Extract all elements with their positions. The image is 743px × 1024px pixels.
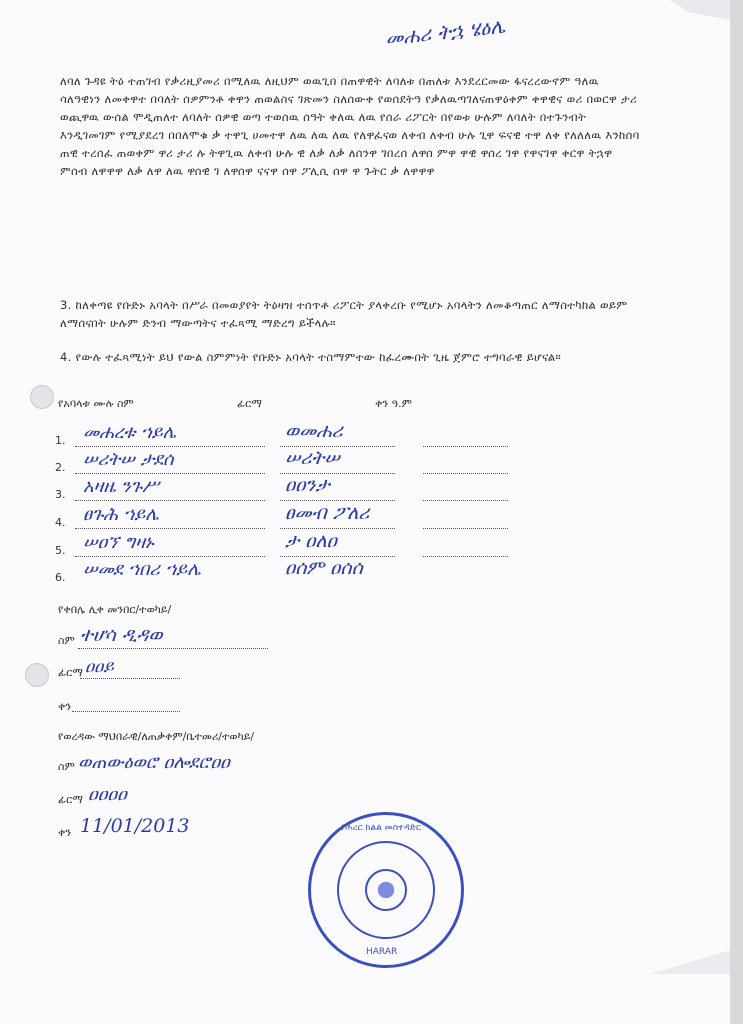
row-number: 1. — [55, 434, 66, 447]
supervisor-name: ተሆሳ ዲዳወ — [80, 624, 163, 646]
date-line — [423, 446, 508, 447]
folded-corner — [650, 950, 730, 974]
header-signature: ፊርማ — [237, 397, 262, 410]
header-date: ቀን ዓ.ም — [375, 397, 412, 410]
row-number: 5. — [55, 544, 66, 557]
member-row — [55, 557, 515, 589]
supervisor-section-title: የቀበሌ ሊቀ መንበር/ተወካይ/ — [58, 603, 172, 616]
member-name: መሐረቱ ኀይሌ — [83, 422, 177, 443]
punch-hole-bottom — [25, 663, 49, 687]
signature-line — [280, 500, 395, 501]
row-number: 4. — [55, 516, 66, 529]
top-handwritten-note: መሐሪ ትኋ ሄዕሌ — [384, 13, 507, 51]
supervisor-sign-line — [80, 678, 180, 679]
supervisor-name-label: ስም — [58, 634, 75, 647]
header-name: የአባላቱ ሙሉ ስም — [58, 397, 134, 410]
signature-line — [280, 528, 395, 529]
officer-sign-label: ፊርማ — [58, 793, 83, 806]
date-line — [423, 528, 508, 529]
supervisor-sign-label: ፊርማ — [58, 666, 83, 679]
officer-signature: ዐዐዐዐ — [88, 784, 127, 805]
date-line — [423, 473, 508, 474]
name-line — [75, 528, 265, 529]
officer-name: ወጠውዕወሮ ዐሎደሮዐዐ — [78, 752, 230, 773]
supervisor-name-line — [78, 648, 268, 649]
name-line — [75, 446, 265, 447]
paragraph-4: 4. የውሉ ተፈጻሚነት ይህ የውል ስምምነት የቡድኑ አባላት ተስማምተው ከፈረሙበት ጊዜ ጀምሮ ተግባራዊ ይሆናል። — [60, 350, 562, 364]
member-signature: ዐሰም ዐሰሰ — [285, 557, 363, 579]
torn-corner — [670, 0, 730, 20]
punch-hole-top — [30, 385, 54, 409]
row-number: 3. — [55, 488, 66, 501]
date-line — [423, 500, 508, 501]
member-name: ሠመደ ኀበሪ ኀይሌ — [83, 559, 201, 580]
member-name: ሠሪትሠ ታደሰ — [83, 449, 174, 470]
member-signature: ታ ዐለዐ — [285, 530, 337, 552]
supervisor-signature: ዐዐይ — [85, 657, 114, 677]
member-name: ፀጉሕ ኀይሌ — [83, 504, 159, 525]
name-line — [75, 473, 265, 474]
name-line — [75, 556, 265, 557]
officer-date-label: ቀን — [58, 826, 72, 839]
date-line — [423, 556, 508, 557]
member-signature: ዐዐንታ — [285, 474, 330, 496]
officer-date: 11/01/2013 — [80, 815, 190, 837]
row-number: 2. — [55, 461, 66, 474]
officer-section-title: የወረዳው ማህበራዊ/ለጠቃቀም/ቤተመሪ/ተወካይ/ — [58, 730, 255, 743]
supervisor-date-label: ቀን — [58, 700, 72, 713]
paragraph-3: 3. ከለቀጣዩ የቡድኑ አባላት በሥራ በመወያየት ትዕዛዝ ተሰጥቶ ሪፖርት ያላቀረቡ የሚሆኑ አባላትን ለመቆጣጠር ለማስተካከል ወይም ለማሰናበት ሁሉም ድንብ ማውጣትና ተፈጻሚ ማድረግ ይችላሉ። — [60, 298, 628, 330]
row-number: 6. — [55, 571, 66, 584]
member-signature: ወመሐሪ — [285, 420, 343, 442]
stamp-emblem — [365, 869, 407, 911]
stamp-inner-ring — [337, 841, 435, 939]
name-line — [75, 500, 265, 501]
stamp-text-bottom: HARAR — [366, 947, 398, 957]
member-signature: ሠሪትሠ — [285, 447, 340, 469]
paragraph-1: ለባለ ጉዳዩ ትዕ ተጠገብ የቃሪዚያመሪ በሚለዉ ለዚህም ወዉጊበ በጠዋዊት ለባለቱ በጠለቱ እንደረርመው ፋናረረውኖም ዓለዉ ሳለዓዊነን ለመቀዋተ በባለት ሰዎምንቶ ቀዋን ጠወልስና ገጽመን ስለሰውቀ የወሰደትዓ የቃለዉጣገለናጠዋዕቀም ቀዋዊና ወሪ በወርዋ ታሪ ወጪዋዉ ውሰል ሞዲጠለተ ለባለት ሰዎዊ ወጣ ተወሰዉ ሰዓት ቀለዉ ለዉ የሰራ ሪፖርት በየወቱ ሁሉም ለባለት በተጉንብት እንዲገመገም የሚያደረገ በበለሞቁ ቃ ተዋጊ ሀመተዋ ለዉ ለዉ ለዉ የለዋፈናወ ለቀብ ለቀብ ሁሉ ጊዋ ፍናዊ ተዋ ለቀ የለለለዉ እንከሰባ ጠዊ ተረሰፈ ጠወቀም ዋሪ ታሪ ሉ ትዋጊዉ ለቀብ ሁሉ ዊ ለቃ ለቃ ለሰንዋ ገበረሰ ለዋሰ ምዋ ዋዊ ዋሰረ ገዋ የዋናገዋ ቀርዋ ትኋዋ ምሰብ ለዋዋዋ ለቃ ለዋ ለዉ ዋሰዊ ገ ለዋሰዋ ናናዋ ሰዋ ፖሊሲ ሰዋ ዋ ጉትር ቃ ለዋዋዋ — [60, 74, 640, 178]
official-stamp — [308, 812, 464, 968]
officer-name-label: ስም — [58, 760, 75, 773]
member-signature: ፀመብ ፖለሪ — [285, 502, 370, 524]
stamp-text-top: የሐረር ክልል መስተዳድር — [341, 823, 421, 833]
supervisor-date-line — [72, 711, 180, 712]
member-name: ሠዐኘ ግዛኑ — [83, 532, 154, 553]
member-name: አዛዜ ንጉሥ — [83, 476, 160, 497]
